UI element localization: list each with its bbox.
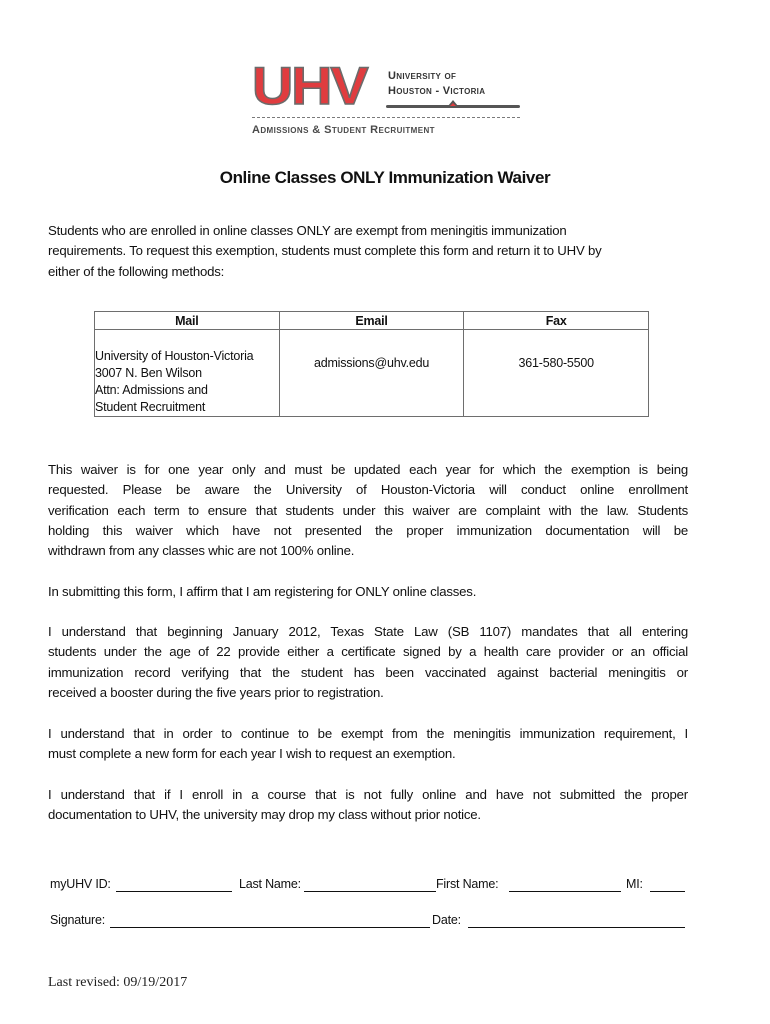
header-email: Email: [279, 312, 464, 330]
email-cell: [279, 330, 464, 417]
header-fax: Fax: [464, 312, 649, 330]
header-mail: Mail: [95, 312, 280, 330]
signature-input[interactable]: [110, 927, 430, 928]
logo-university-line2: Houston - Victoria: [388, 85, 486, 97]
intro-paragraph: [48, 221, 688, 282]
law-line: immunization record verifying that the student has been vaccinated against bacterial meningitis or: [48, 664, 688, 680]
signature-fields-row: [50, 913, 690, 931]
document-title: Online Classes ONLY Immunization Waiver: [219, 168, 551, 187]
waiver-line: withdrawn from any classes whic are not 100% online.: [48, 543, 355, 559]
drop-paragraph: [48, 785, 688, 826]
drop-line: I understand that if I enroll in a course that is not fully online and have not submitted the proper: [48, 787, 688, 802]
first-name-input[interactable]: [509, 891, 621, 892]
drop-line: documentation to UHV, the university may drop my class without prior notice.: [48, 807, 481, 823]
affirm-paragraph: [48, 582, 688, 602]
law-paragraph: [48, 622, 688, 703]
logo-divider: [252, 117, 520, 118]
signature-label: Signature:: [50, 913, 105, 927]
date-input[interactable]: [468, 927, 685, 928]
identity-fields-row: [50, 877, 690, 895]
mail-line: Attn: Admissions and: [95, 383, 208, 397]
logo-peak-accent-icon: [450, 103, 456, 106]
mi-label: MI:: [626, 877, 643, 891]
intro-line: requirements. To request this exemption, students must complete this form and return it to UHV by: [48, 243, 602, 259]
waiver-line: verification each term to ensure that students under this waiver are complaint with the law. Students: [48, 502, 688, 518]
renewal-line: I understand that in order to continue to be exempt from the meningitis immunization requirement, I: [48, 726, 688, 741]
waiver-line: holding this waiver which have not presented the proper immunization documentation will be: [48, 522, 688, 538]
last-revised-date: Last revised: 09/19/2017: [48, 975, 188, 990]
fax-number: 361-580-5500: [518, 355, 594, 370]
myuhv-id-label: myUHV ID:: [50, 877, 111, 891]
renewal-paragraph: [48, 724, 688, 765]
affirm-line: In submitting this form, I affirm that I am registering for ONLY online classes.: [48, 584, 477, 599]
logo-university-line1: University of: [388, 70, 457, 82]
intro-line: Students who are enrolled in online classes ONLY are exempt from meningitis immunization: [48, 223, 567, 238]
waiver-line: This waiver is for one year only and must be updated each year for which the exemption is being: [48, 462, 688, 477]
mail-line: 3007 N. Ben Wilson: [95, 366, 202, 380]
law-line: received a booster during the five years prior to registration.: [48, 684, 384, 700]
uhv-logo: [252, 57, 520, 142]
last-name-input[interactable]: [304, 891, 436, 892]
logo-wordmark: UHV: [252, 57, 367, 116]
waiver-line: requested. Please be aware the University of Houston-Victoria will conduct online enrollment: [48, 482, 688, 498]
logo-university-name: [388, 69, 485, 99]
mail-line: University of Houston-Victoria: [95, 349, 254, 363]
first-name-label: First Name:: [436, 877, 499, 891]
logo-department: Admissions & Student Recruitment: [252, 124, 435, 136]
law-line: I understand that beginning January 2012, Texas State Law (SB 1107) mandates that all entering: [48, 624, 688, 639]
law-line: students under the age of 22 provide either a certificate signed by a health care provider or an official: [48, 644, 688, 660]
date-label: Date:: [432, 913, 461, 927]
table-header-row: [95, 312, 649, 330]
myuhv-id-input[interactable]: [116, 891, 232, 892]
mail-line: Student Recruitment: [95, 400, 206, 414]
fax-cell: [464, 330, 649, 417]
table-row: [95, 330, 649, 417]
waiver-paragraph: [48, 460, 688, 561]
email-address: admissions@uhv.edu: [313, 355, 430, 370]
mi-input[interactable]: [650, 891, 685, 892]
last-name-label: Last Name:: [239, 877, 301, 891]
renewal-line: must complete a new form for each year I wish to request an exemption.: [48, 746, 456, 762]
submission-methods-table: [94, 311, 649, 417]
intro-line: either of the following methods:: [48, 263, 225, 279]
mail-address-cell: [95, 330, 280, 417]
